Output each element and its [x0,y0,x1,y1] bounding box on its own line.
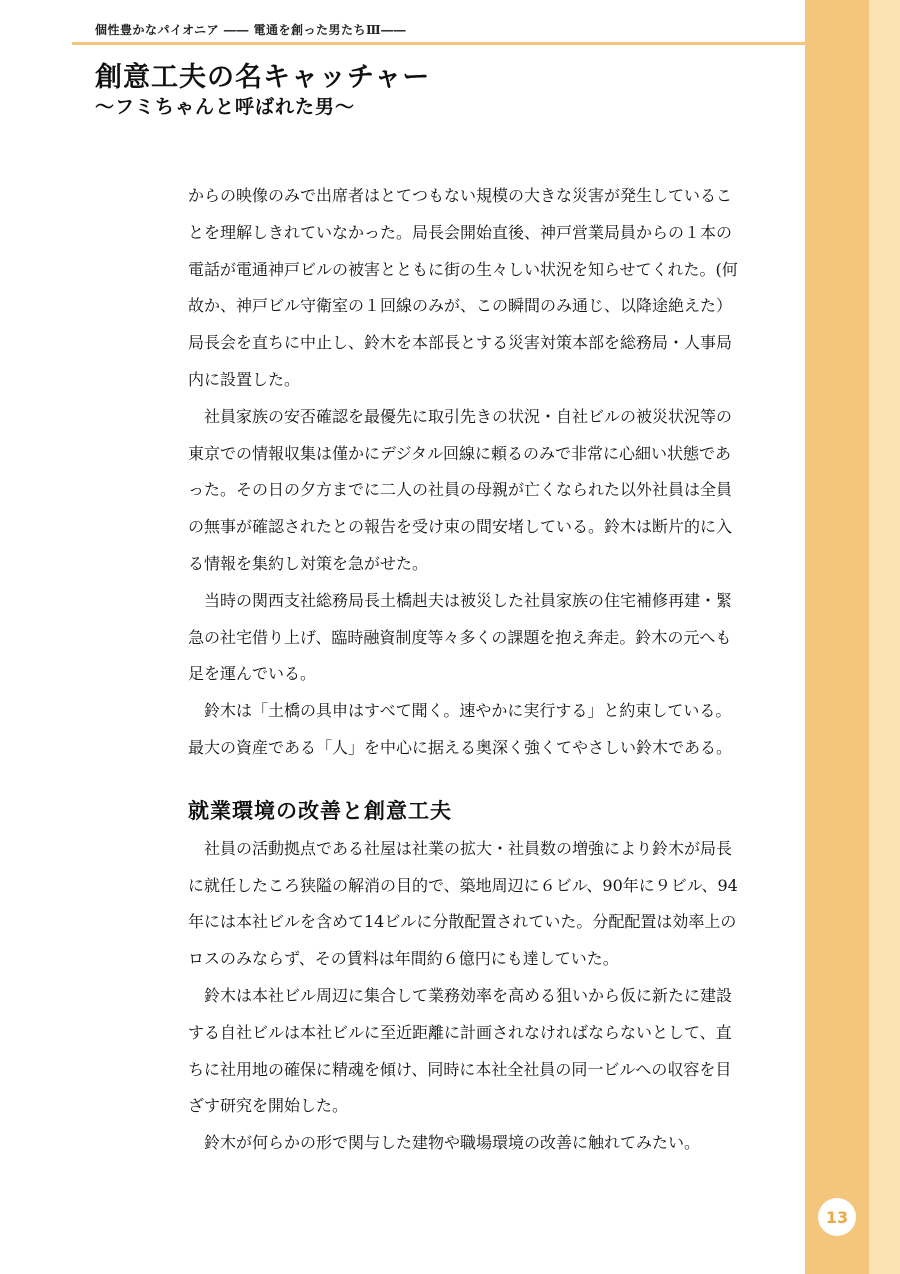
paragraph: 鈴木が何らかの形で関与した建物や職場環境の改善に触れてみたい。 [204,1133,701,1153]
page-number: 13 [818,1198,856,1236]
paragraph: 鈴木は本社ビル周辺に集合して業務効率を高める狙いから仮に新たに建設する自社ビルは本社ビルに至近距離に計画されなければならないとして、直ちに社用地の確保に精魂を傾け、同時に本社全社員の同一ビルへの収容を目ざす研究を開始した。 [188,985,733,1116]
paragraph: 社員家族の安否確認を最優先に取引先きの状況・自社ビルの被災状況等の東京での情報収集は僅かにデジタル回線に頼るのみで非常に心細い状態であった。その日の夕方までに二人の社員の母親が亡くなられた以外社員は全員の無事が確認されたとの報告を受け束の間安堵している。鈴木は断片的に入る情報を集約し対策を急がせた。 [188,406,733,573]
paragraph: 鈴木は「土橋の具申はすべて聞く。速やかに実行する」と約束している。最大の資産である「人」を中心に据える奥深く強くてやさしい鈴木である。 [188,701,733,757]
paragraph: 社員の活動拠点である社屋は社業の拡大・社員数の増強により鈴木が局長に就任したころ狭隘の解消の目的で、築地周辺に６ビル、90年に９ビル、94年には本社ビルを含めて14ビルに分散配置されていた。分配配置は効率上のロスのみならず、その賃料は年間約６億円にも達していた。 [188,838,738,969]
page-subtitle: 〜フミちゃんと呼ばれた男〜 [95,96,356,118]
article-body [188,178,738,1162]
section-heading: 就業環境の改善と創意工夫 [188,797,452,823]
side-band-edge [869,0,900,1274]
paragraph: からの映像のみで出席者はとてつもない規模の大きな災害が発生していることを理解しきれていなかった。局長会開始直後、神戸営業局員からの１本の電話が電通神戸ビルの被害とともに街の生々しい状況を知らせてくれた。(何故か、神戸ビル守衛室の１回線のみが、この瞬間のみ通じ、以降途絶えた）局長会を直ちに中止し、鈴木を本部長とする災害対策本部を総務局・人事局内に設置した。 [188,186,738,389]
paragraph: 当時の関西支社総務局長土橋赳夫は被災した社員家族の住宅補修再建・緊急の社宅借り上げ、臨時融資制度等々多くの課題を抱え奔走。鈴木の元へも足を運んでいる。 [188,590,733,684]
running-head: 個性豊かなパイオニア ―― 電通を創った男たちⅢ―― [95,23,407,37]
page-title: 創意工夫の名キャッチャー [95,62,431,93]
header-rule [72,42,805,45]
side-band [805,0,869,1274]
